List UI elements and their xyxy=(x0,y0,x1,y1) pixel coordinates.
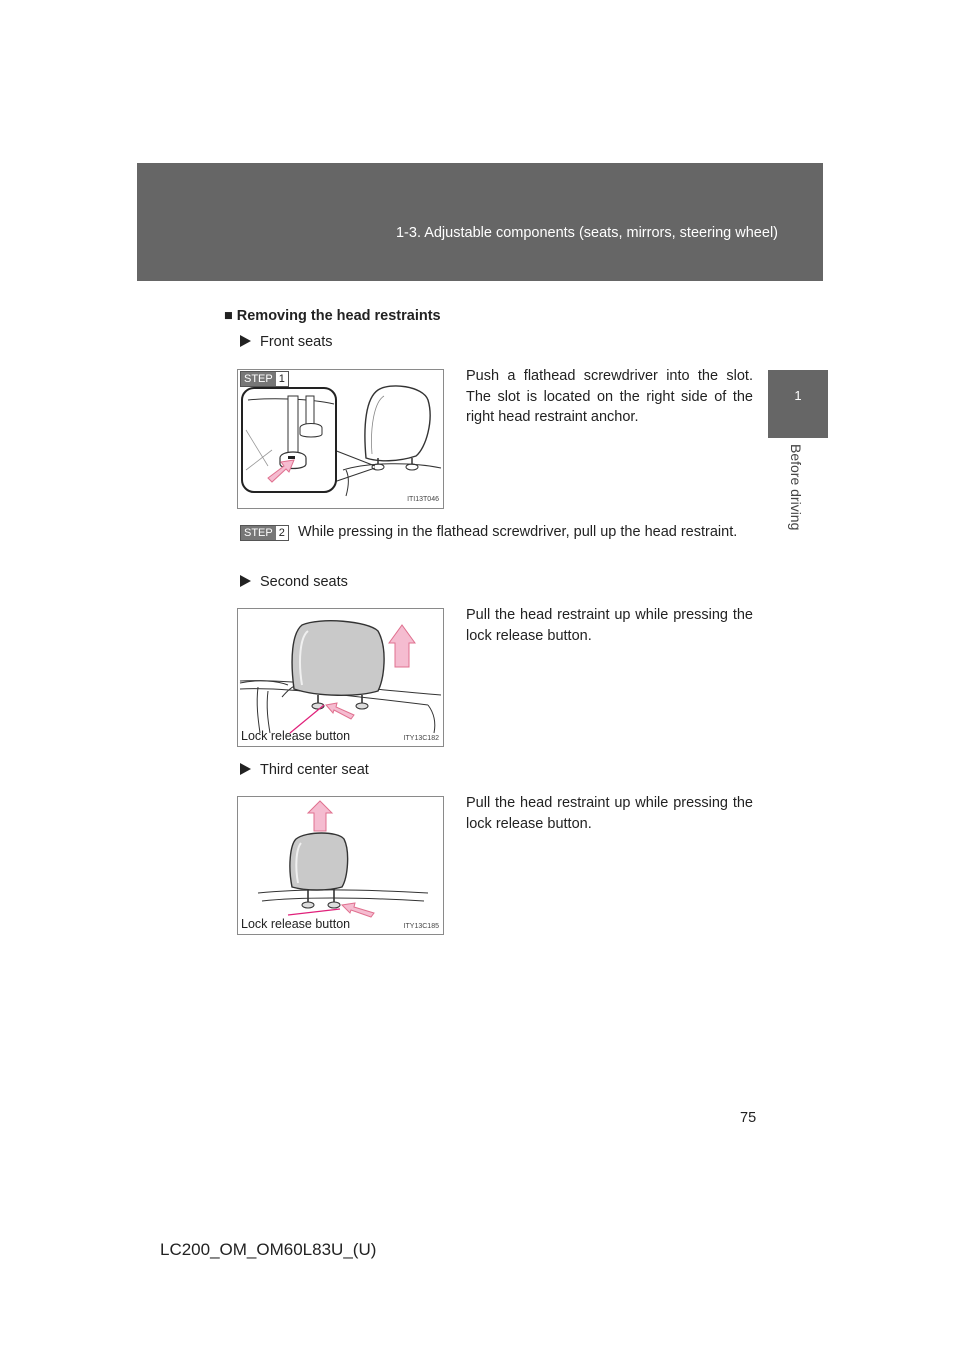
step1-badge-number: 1 xyxy=(276,372,288,386)
chapter-tab xyxy=(768,370,828,438)
figure-front-seats xyxy=(237,369,444,509)
bullet-arrow-icon xyxy=(240,763,251,775)
figure-label-third: Lock release button xyxy=(241,917,351,931)
bullet-second-seats-label: Second seats xyxy=(260,574,348,590)
figure-code-front: ITI13T046 xyxy=(407,496,439,503)
step1-badge-word: STEP xyxy=(241,372,276,386)
section-heading xyxy=(224,308,441,324)
page-number: 75 xyxy=(740,1110,757,1126)
bullet-arrow-icon xyxy=(240,335,251,347)
figure-code-second: ITY13C182 xyxy=(403,735,439,742)
third-seat-illustration xyxy=(238,797,443,934)
section-marker: ■ xyxy=(224,308,233,324)
figure-code-third: ITY13C185 xyxy=(403,923,439,930)
second-seats-text: Pull the head restraint up while pressing the lock release button. xyxy=(466,607,753,644)
header-band xyxy=(137,163,823,281)
bullet-third-seat xyxy=(240,762,369,778)
bullet-third-seat-label: Third center seat xyxy=(260,762,369,778)
figure-second-seats xyxy=(237,608,444,747)
step2-badge xyxy=(240,523,289,541)
section-title: Removing the head restraints xyxy=(236,308,441,324)
third-seat-text: Pull the head restraint up while pressing the lock release button. xyxy=(466,795,753,832)
bullet-front-seats-label: Front seats xyxy=(260,334,333,350)
step2-badge-number: 2 xyxy=(276,526,288,540)
figure-third-seat xyxy=(237,796,444,935)
header-title: 1-3. Adjustable components (seats, mirrors, steering wheel) xyxy=(395,225,778,241)
chapter-label: Before driving xyxy=(788,444,804,531)
chapter-number: 1 xyxy=(794,388,802,403)
step2-badge-word: STEP xyxy=(241,526,276,540)
document-code: LC200_OM_OM60L83U_(U) xyxy=(160,1240,377,1259)
bullet-arrow-icon xyxy=(240,575,251,587)
figure-label-second: Lock release button xyxy=(241,729,351,743)
second-seat-illustration xyxy=(238,609,443,746)
front-seat-illustration xyxy=(238,370,443,508)
chapter-label-wrap xyxy=(788,444,808,544)
step1-text: Push a flathead screwdriver into the slot. The slot is located on the right side of the right head restraint anchor. xyxy=(466,368,753,425)
step1-badge xyxy=(240,369,289,387)
bullet-front-seats xyxy=(240,334,333,350)
bullet-second-seats xyxy=(240,574,348,590)
step2-text: While pressing in the flathead screwdriver, pull up the head restraint. xyxy=(298,524,738,540)
